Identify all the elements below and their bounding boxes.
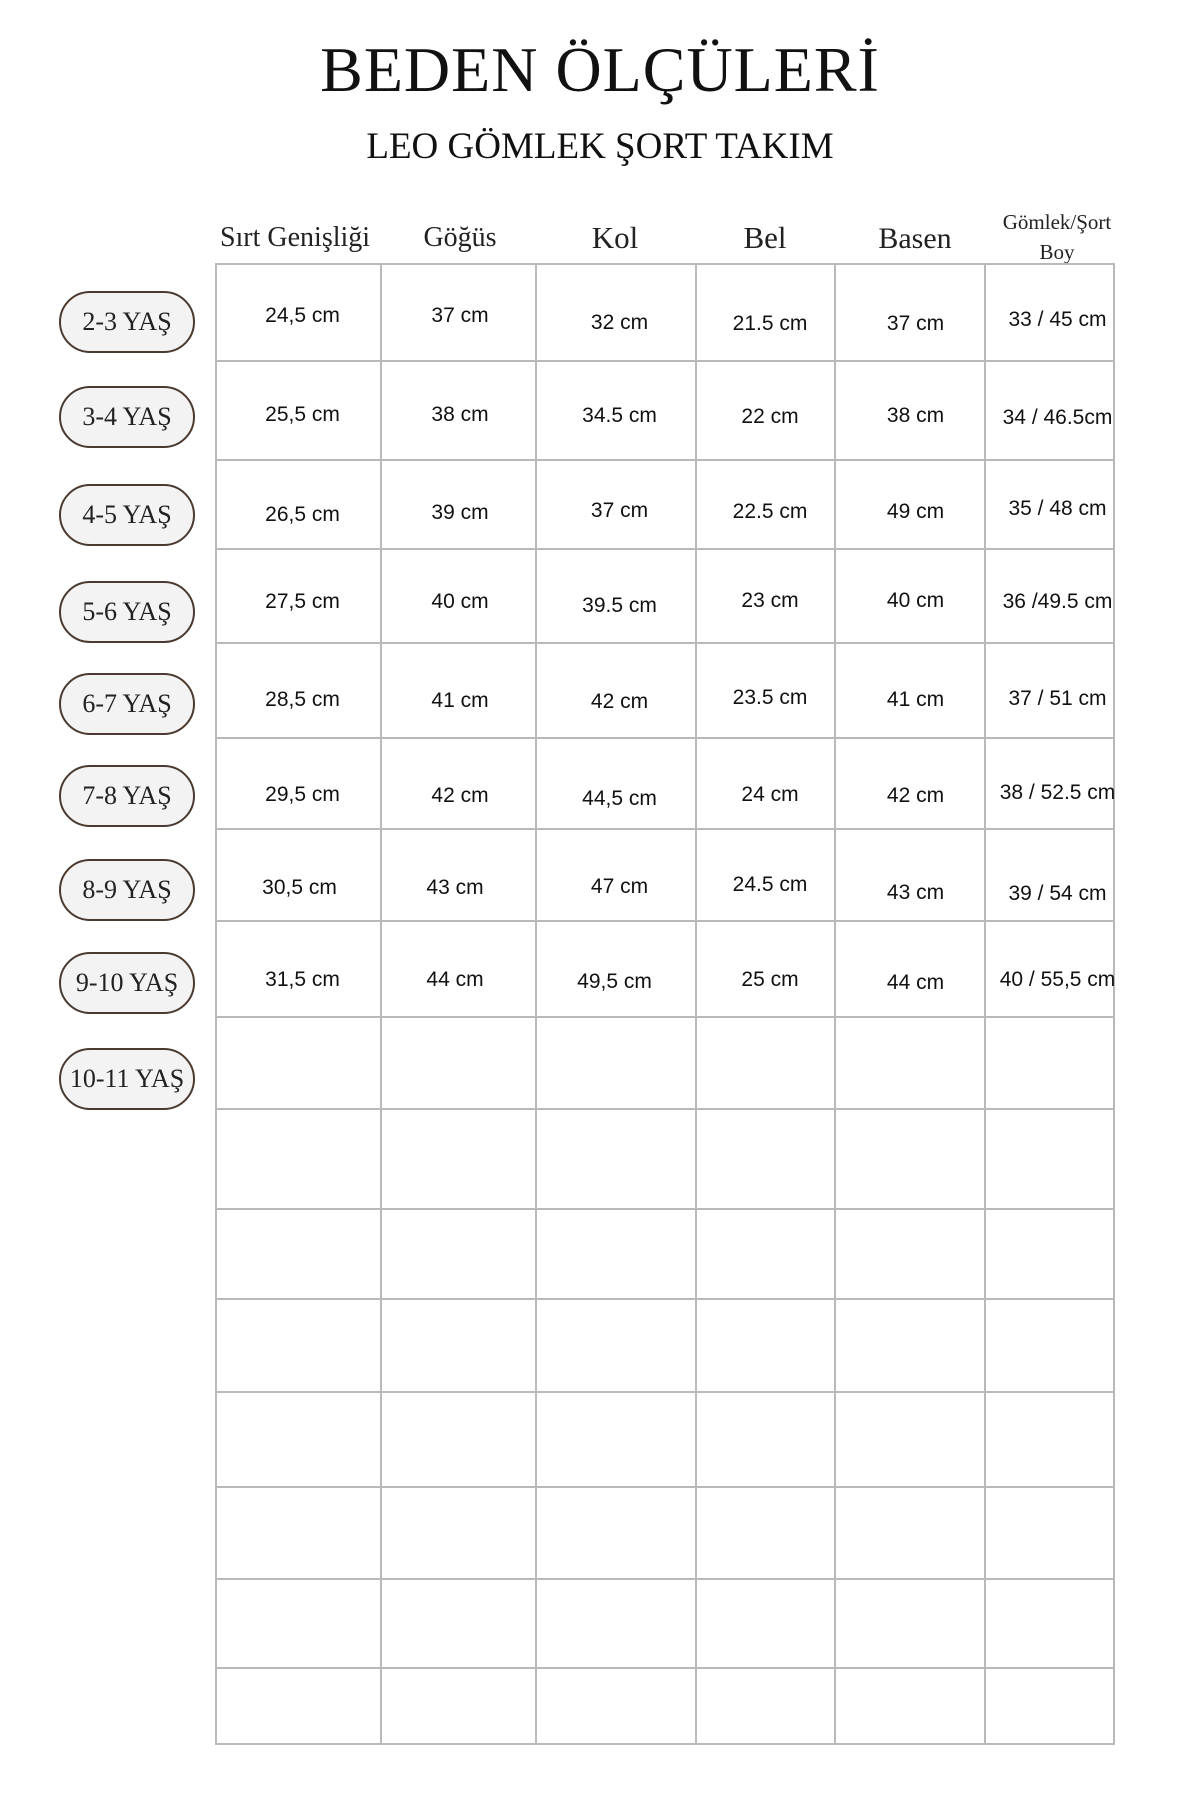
- cell-row7-boy: 39 / 54 cm: [1008, 882, 1107, 905]
- size-pill-2-3: 2-3 YAŞ: [59, 291, 195, 353]
- grid-row-divider: [217, 1016, 1113, 1018]
- cell-row5-sirt: 28,5 cm: [265, 688, 340, 711]
- cell-row1-sirt: 24,5 cm: [265, 304, 340, 327]
- cell-row5-basen: 41 cm: [886, 688, 945, 711]
- cell-row6-sirt: 29,5 cm: [265, 783, 340, 806]
- cell-row4-kol: 39.5 cm: [582, 594, 657, 617]
- cell-row8-boy: 40 / 55,5 cm: [999, 968, 1116, 991]
- grid-row-divider: [217, 1108, 1113, 1110]
- page-subtitle: LEO GÖMLEK ŞORT TAKIM: [366, 126, 834, 167]
- cell-row1-gogus: 37 cm: [431, 304, 489, 327]
- cell-row2-bel: 22 cm: [741, 405, 799, 428]
- grid-row-divider: [217, 360, 1113, 362]
- cell-row8-bel: 25 cm: [741, 968, 799, 991]
- grid-row-divider: [217, 1208, 1113, 1210]
- cell-row3-boy: 35 / 48 cm: [1008, 497, 1107, 520]
- grid-row-divider: [217, 737, 1113, 739]
- cell-row8-kol: 49,5 cm: [577, 970, 652, 993]
- header-boy: Boy: [1039, 240, 1075, 264]
- grid-row-divider: [217, 1486, 1113, 1488]
- grid-row-divider: [217, 1667, 1113, 1669]
- cell-row4-sirt: 27,5 cm: [265, 590, 340, 613]
- size-pill-8-9: 8-9 YAŞ: [59, 859, 195, 921]
- cell-row6-bel: 24 cm: [741, 783, 799, 806]
- size-pill-9-10: 9-10 YAŞ: [59, 952, 195, 1014]
- header-kol: Kol: [591, 220, 639, 255]
- cell-row5-boy: 37 / 51 cm: [1008, 687, 1107, 710]
- grid-row-divider: [217, 642, 1113, 644]
- header-gomlek-sort: Gömlek/Şort: [1002, 210, 1112, 234]
- grid-row-divider: [217, 1298, 1113, 1300]
- cell-row7-sirt: 30,5 cm: [262, 876, 337, 899]
- grid-column-divider: [834, 265, 836, 1743]
- header-gogus: Göğüs: [423, 222, 497, 253]
- size-pill-4-5: 4-5 YAŞ: [59, 484, 195, 546]
- grid-row-divider: [217, 1578, 1113, 1580]
- grid-row-divider: [217, 459, 1113, 461]
- cell-row2-sirt: 25,5 cm: [265, 403, 340, 426]
- cell-row7-kol: 47 cm: [590, 875, 649, 898]
- size-pill-5-6: 5-6 YAŞ: [59, 581, 195, 643]
- cell-row1-bel: 21.5 cm: [732, 312, 808, 335]
- size-table-grid: [215, 263, 1115, 1745]
- header-basen: Basen: [878, 222, 952, 255]
- size-pill-6-7: 6-7 YAŞ: [59, 673, 195, 735]
- cell-row2-boy: 34 / 46.5cm: [1002, 406, 1113, 429]
- size-pill-3-4: 3-4 YAŞ: [59, 386, 195, 448]
- cell-row2-basen: 38 cm: [886, 404, 945, 427]
- cell-row5-kol: 42 cm: [590, 690, 649, 713]
- cell-row4-gogus: 40 cm: [431, 590, 489, 613]
- cell-row7-basen: 43 cm: [886, 881, 945, 904]
- cell-row4-boy: 36 /49.5 cm: [1002, 590, 1113, 613]
- cell-row3-kol: 37 cm: [590, 499, 649, 522]
- grid-row-divider: [217, 920, 1113, 922]
- cell-row3-sirt: 26,5 cm: [265, 503, 340, 526]
- grid-row-divider: [217, 1391, 1113, 1393]
- size-pill-7-8: 7-8 YAŞ: [59, 765, 195, 827]
- grid-row-divider: [217, 548, 1113, 550]
- cell-row8-sirt: 31,5 cm: [265, 968, 340, 991]
- cell-row1-kol: 32 cm: [590, 311, 649, 334]
- cell-row7-bel: 24.5 cm: [732, 873, 808, 896]
- cell-row3-bel: 22.5 cm: [732, 500, 808, 523]
- cell-row1-boy: 33 / 45 cm: [1008, 308, 1107, 331]
- header-bel: Bel: [743, 220, 787, 255]
- header-sirt-genisligi: Sırt Genişliği: [219, 222, 371, 253]
- cell-row6-boy: 38 / 52.5 cm: [999, 781, 1116, 804]
- size-pill-10-11: 10-11 YAŞ: [59, 1048, 195, 1110]
- cell-row4-basen: 40 cm: [886, 589, 945, 612]
- page-title: BEDEN ÖLÇÜLERİ: [320, 34, 880, 105]
- cell-row5-bel: 23.5 cm: [732, 686, 808, 709]
- cell-row4-bel: 23 cm: [741, 589, 799, 612]
- cell-row3-gogus: 39 cm: [431, 501, 489, 524]
- cell-row7-gogus: 43 cm: [426, 876, 484, 899]
- cell-row5-gogus: 41 cm: [431, 689, 489, 712]
- grid-column-divider: [984, 265, 986, 1743]
- cell-row6-gogus: 42 cm: [431, 784, 489, 807]
- grid-column-divider: [535, 265, 537, 1743]
- cell-row2-gogus: 38 cm: [431, 403, 489, 426]
- cell-row3-basen: 49 cm: [886, 500, 945, 523]
- cell-row6-kol: 44,5 cm: [582, 787, 657, 810]
- cell-row8-basen: 44 cm: [886, 971, 945, 994]
- cell-row2-kol: 34.5 cm: [582, 404, 657, 427]
- cell-row1-basen: 37 cm: [886, 312, 945, 335]
- cell-row8-gogus: 44 cm: [426, 968, 484, 991]
- cell-row6-basen: 42 cm: [886, 784, 945, 807]
- grid-column-divider: [380, 265, 382, 1743]
- grid-row-divider: [217, 828, 1113, 830]
- grid-column-divider: [695, 265, 697, 1743]
